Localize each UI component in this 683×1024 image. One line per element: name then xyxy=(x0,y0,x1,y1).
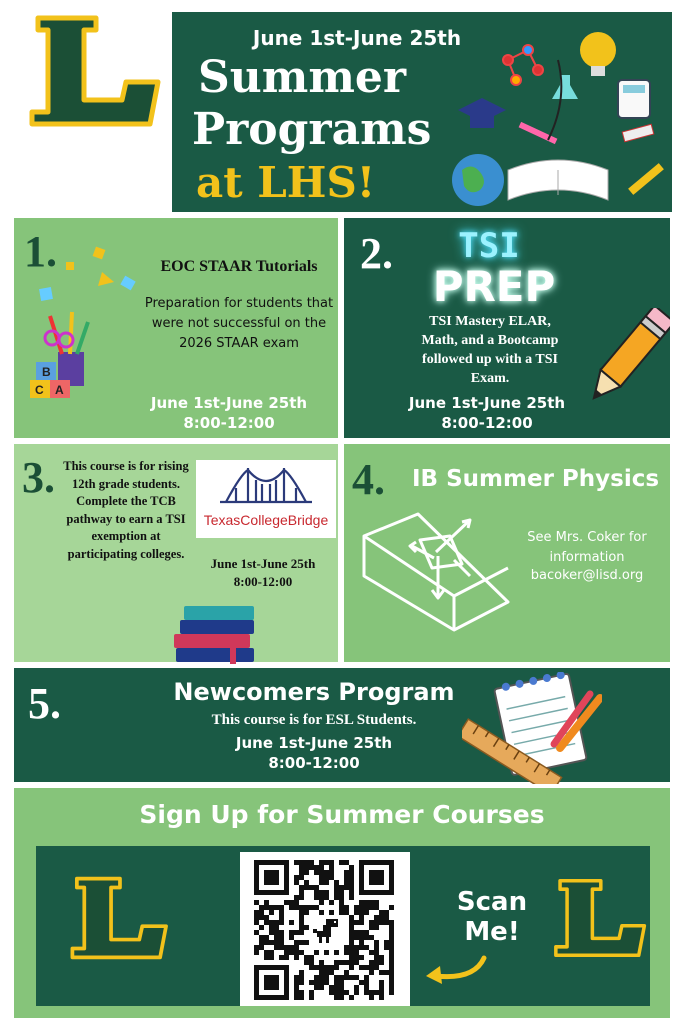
texas-college-bridge-logo xyxy=(196,460,336,538)
signup-title: Sign Up for Summer Courses xyxy=(139,800,545,829)
education-illustration xyxy=(448,20,668,210)
program2-panel xyxy=(342,216,672,440)
program3-dates: June 1st-June 25th xyxy=(210,556,316,571)
program5-panel xyxy=(12,666,672,784)
program5-number: 5. xyxy=(28,679,61,728)
program2-number: 2. xyxy=(360,229,393,278)
svg-text:B: B xyxy=(42,365,51,379)
header-dates: June 1st-June 25th xyxy=(252,26,462,50)
program4-panel xyxy=(342,442,672,664)
lhs-logo-top xyxy=(18,12,166,130)
program1-description: Preparation for students that were not successful on the 2026 STAAR exam xyxy=(144,296,334,351)
supplies-icon xyxy=(22,242,142,402)
notepad-ruler-icon xyxy=(462,672,602,784)
program1-time: 8:00-12:00 xyxy=(183,414,275,432)
program4-email: bacoker@lisd.org xyxy=(530,568,644,583)
scan-me-line2: Me! xyxy=(464,917,520,947)
program2-description: TSI Mastery ELAR, Math, and a Bootcamp followed up with a TSI Exam. xyxy=(421,314,559,386)
program1-title: EOC STAAR Tutorials xyxy=(160,258,318,275)
svg-text:C: C xyxy=(35,383,44,397)
program4-title: IB Summer Physics xyxy=(412,466,660,492)
prep-neon-title: PREP xyxy=(432,262,556,311)
program3-panel xyxy=(12,442,340,664)
header-title-summer: Summer xyxy=(198,52,407,103)
program4-number: 4. xyxy=(352,455,385,504)
svg-text:A: A xyxy=(55,383,64,397)
program5-description: This course is for ESL Students. xyxy=(211,712,417,728)
header-banner xyxy=(172,12,672,212)
tsi-neon-title: TSI xyxy=(458,226,520,266)
signup-section xyxy=(12,786,672,1020)
books-stack-icon xyxy=(170,600,262,664)
header-title-programs: Programs xyxy=(192,104,432,155)
program1-number: 1. xyxy=(24,227,57,276)
lhs-logo-right xyxy=(546,872,656,964)
scan-me-line1: Scan xyxy=(456,887,528,917)
program2-time: 8:00-12:00 xyxy=(441,414,533,432)
program3-time: 8:00-12:00 xyxy=(233,574,293,589)
program5-dates: June 1st-June 25th xyxy=(235,734,393,752)
signup-inner-panel xyxy=(36,846,650,1006)
program3-description: This course is for rising 12th grade students. Complete the TCB pathway to earn a TSI exemption at participating colleges. xyxy=(63,459,189,561)
texas-college-bridge-text: TexasCollegeBridge xyxy=(203,512,329,528)
program2-dates: June 1st-June 25th xyxy=(408,394,566,412)
program5-title: Newcomers Program xyxy=(173,678,455,706)
program3-number: 3. xyxy=(22,453,55,502)
program1-panel xyxy=(12,216,340,440)
pencil-icon xyxy=(574,308,670,418)
program4-info: See Mrs. Coker for information xyxy=(527,530,647,565)
program1-dates: June 1st-June 25th xyxy=(150,394,308,412)
signup-qr-code[interactable] xyxy=(240,852,410,1006)
header-title-at-lhs: at LHS! xyxy=(196,158,376,207)
program5-time: 8:00-12:00 xyxy=(268,754,360,772)
lhs-logo-left xyxy=(62,872,172,964)
arrow-left-icon xyxy=(414,950,494,990)
physics-incline-icon xyxy=(358,506,518,638)
